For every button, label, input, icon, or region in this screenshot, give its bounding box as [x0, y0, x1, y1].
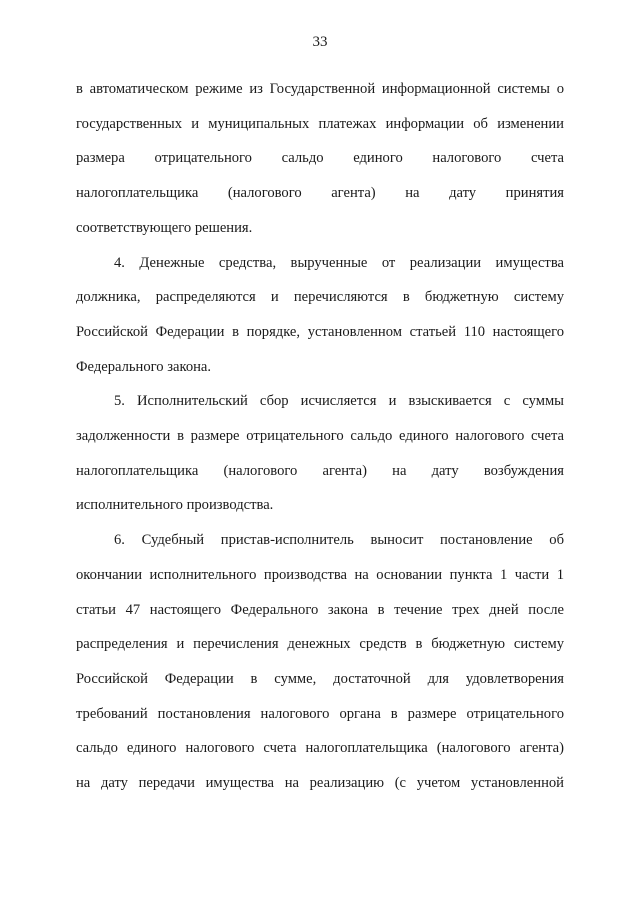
text-line: статьи 47 настоящего Федерального закона в течение трех дней после [76, 601, 564, 618]
text-line: в автоматическом режиме из Государственной информационной системы о [76, 81, 564, 97]
paragraph-6 [76, 523, 564, 801]
text-line: распределения и перечисления денежных средств в бюджетную систему [76, 636, 564, 653]
text-line: задолженности в размере отрицательного сальдо единого налогового счета [76, 428, 564, 445]
text-line: Российской Федерации в порядке, установленном статьей 110 настоящего [76, 323, 564, 340]
text-line: 4. Денежные средства, вырученные от реализации имущества [114, 254, 564, 271]
text-line: сальдо единого налогового счета налогоплательщика (налогового агента) [76, 740, 564, 757]
text-line: должника, распределяются и перечисляются в бюджетную систему [76, 289, 564, 306]
text-line: соответствующего решения. [76, 219, 253, 236]
text-line: Федерального закона. [76, 358, 212, 375]
text-line: налогоплательщика (налогового агента) на дату возбуждения [76, 462, 564, 479]
text-line: окончании исполнительного производства на основании пункта 1 части 1 [76, 566, 564, 583]
text-line: размера отрицательного сальдо единого налогового счета [76, 150, 564, 167]
text-line: 5. Исполнительский сбор исчисляется и взыскивается с суммы [114, 393, 564, 410]
page-number: 33 [312, 34, 328, 50]
document-body [76, 72, 564, 801]
text-line: налогоплательщика (налогового агента) на дату принятия [76, 185, 564, 202]
text-line: исполнительного производства. [76, 497, 274, 514]
paragraph-4 [76, 246, 564, 385]
paragraph-continuation [76, 72, 564, 246]
text-line: Российской Федерации в сумме, достаточной для удовлетворения [76, 670, 564, 687]
text-line: на дату передачи имущества на реализацию (с учетом установленной [76, 775, 564, 792]
paragraph-5 [76, 384, 564, 523]
text-line: государственных и муниципальных платежах информации об изменении [76, 115, 564, 132]
text-line: требований постановления налогового органа в размере отрицательного [76, 705, 564, 722]
text-line: 6. Судебный пристав-исполнитель выносит постановление об [114, 532, 564, 549]
